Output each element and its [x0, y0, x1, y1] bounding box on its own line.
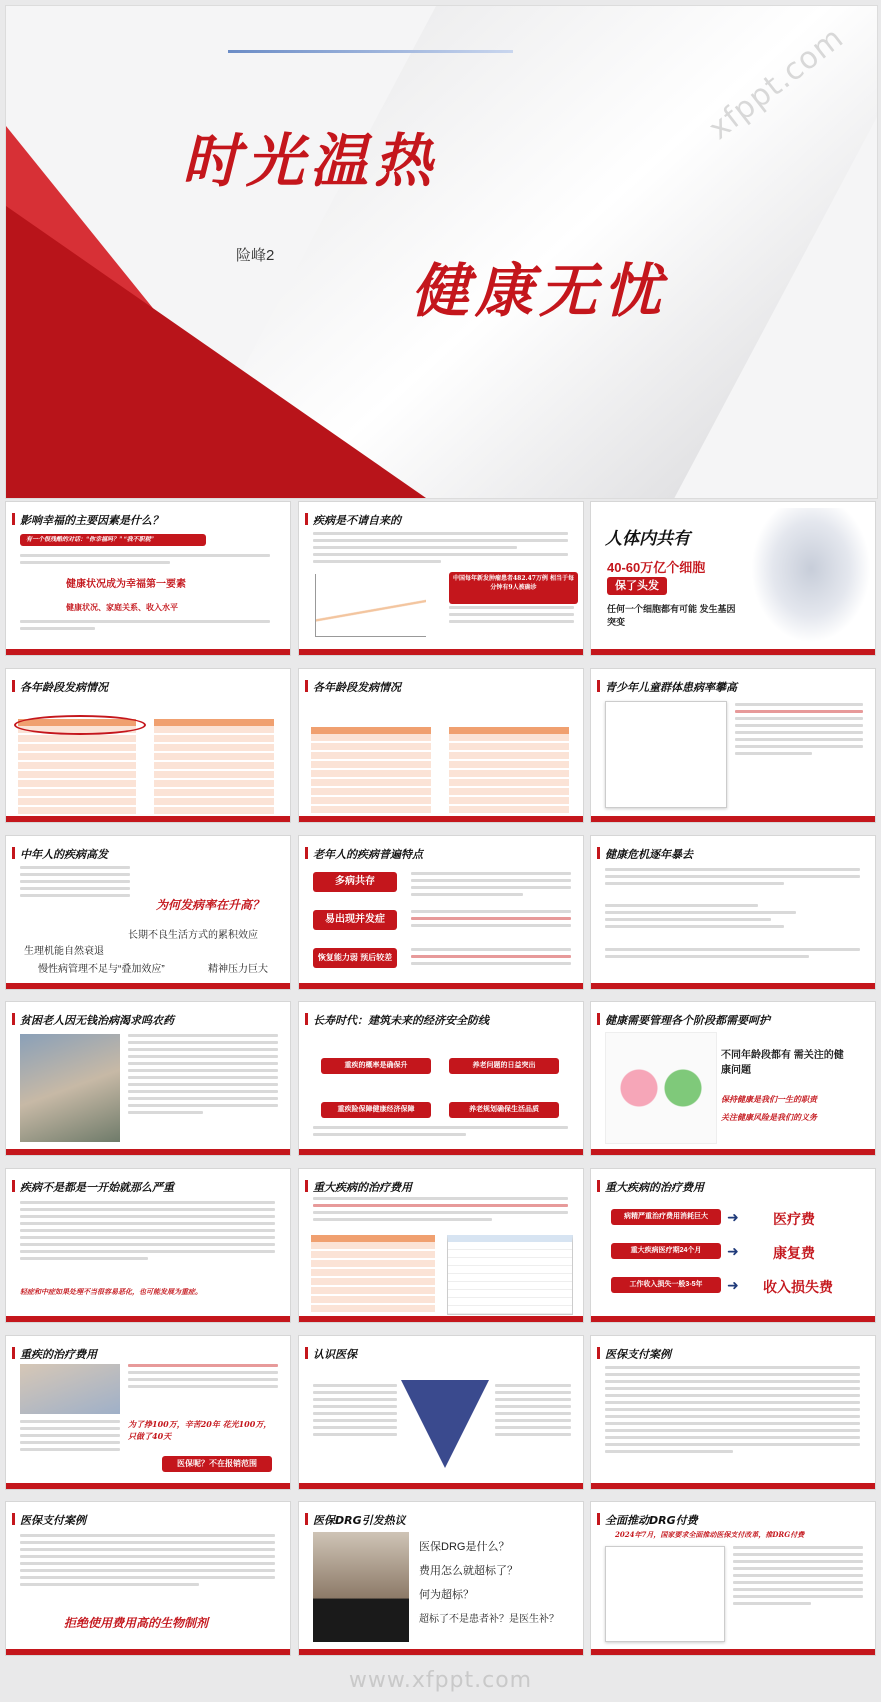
slide-title: 贫困老人因无钱治病渴求呜农药	[20, 1014, 174, 1027]
slide-title: 重大疾病的治疗费用	[605, 1181, 704, 1194]
slide-body	[313, 1197, 568, 1225]
slide-footer-bar	[591, 1316, 875, 1322]
arrow-right-icon: ➜	[727, 1243, 739, 1259]
slide-pill-1: 重疾的概率是确保升	[321, 1058, 431, 1074]
slide-footer-bar	[6, 1149, 290, 1155]
slide-red-text: 轻症和中症如果处理不当很容易恶化，也可能发展为重症。	[20, 1287, 202, 1296]
slide-thumb-02[interactable]	[298, 501, 584, 656]
slide-question-4: 超标了不是患者补？是医生补？	[419, 1614, 559, 1625]
funnel-diagram	[401, 1380, 489, 1468]
slide-title: 老年人的疾病普遍特点	[313, 848, 423, 861]
slide-thumb-15[interactable]	[590, 1168, 876, 1323]
slide-note: 慢性病管理不足与“叠加效应”	[38, 964, 165, 975]
patient-photo	[20, 1364, 120, 1414]
slide-pill-2: 重大疾病医疗期24个月	[611, 1243, 721, 1259]
slide-footer-bar	[299, 1649, 583, 1655]
slide-body	[313, 1126, 568, 1140]
slide-footer-bar	[299, 1483, 583, 1489]
slide-table-left	[311, 727, 431, 814]
slide-thumb-14[interactable]	[298, 1168, 584, 1323]
highlight-ellipse	[14, 715, 146, 735]
slide-thumb-13[interactable]	[5, 1168, 291, 1323]
slide-title: 疾病是不请自来的	[313, 514, 401, 527]
slide-body-3	[411, 948, 571, 969]
slide-footer-bar	[6, 649, 290, 655]
slide-red-text: 40-60万亿个细胞	[607, 560, 706, 575]
slide-thumb-11[interactable]	[298, 1001, 584, 1156]
slide-title: 中年人的疾病高发	[20, 848, 108, 861]
slide-body	[733, 1546, 863, 1609]
slide-thumb-08[interactable]	[298, 835, 584, 990]
slide-line-chart	[315, 574, 426, 637]
cover-title-line1: 时光温热	[182, 127, 439, 195]
slide-footer-bar	[591, 983, 875, 989]
slide-tagline: 关注健康风险是我们的义务	[721, 1112, 817, 1122]
slide-pill-4: 养老规划确保生活品质	[449, 1102, 559, 1118]
slide-footer-bar	[299, 1316, 583, 1322]
slide-red-text: 为何发病率在升高？	[156, 898, 265, 912]
slide-extra: 长期不良生活方式的累积效应	[128, 930, 258, 941]
slide-title: 疾病不是都是一开始就那么严重	[20, 1181, 174, 1194]
slide-red-text: 为了挣100万，辛苦20年 花光100万，只做了40天	[128, 1419, 272, 1441]
slide-footer-bar	[6, 1316, 290, 1322]
slide-thumb-12[interactable]	[590, 1001, 876, 1156]
slide-title: 影响幸福的主要因素是什么？	[20, 514, 163, 527]
slide-thumb-17[interactable]	[298, 1335, 584, 1490]
slide-label-3: 收入损失费	[763, 1279, 833, 1295]
slide-footer-bar	[299, 649, 583, 655]
slide-thumb-01[interactable]	[5, 501, 291, 656]
slide-table-right	[154, 719, 274, 814]
slide-pill-2: 养老问题的日益突出	[449, 1058, 559, 1074]
slide-body	[735, 703, 863, 759]
document-screenshot	[605, 1546, 725, 1642]
slide-title: 认识医保	[313, 1348, 357, 1361]
slide-body	[411, 872, 571, 900]
slide-title: 医保DRG引发热议	[313, 1514, 406, 1527]
slide-footer-bar	[299, 1149, 583, 1155]
slide-table-right	[447, 1235, 573, 1315]
slide-body-2	[128, 1364, 278, 1392]
slide-red-text: 2024年7月，国家要求全面推动医保支付改革，推DRG付费	[615, 1530, 805, 1539]
slide-footer-bar	[591, 816, 875, 822]
slide-title: 全面推动DRG付费	[605, 1514, 698, 1527]
slide-thumb-05[interactable]	[298, 668, 584, 823]
arrow-right-icon: ➜	[727, 1209, 739, 1225]
slide-title: 医保支付案例	[605, 1348, 671, 1361]
slide-table-right	[449, 727, 569, 814]
slide-title: 健康危机逐年暴去	[605, 848, 693, 861]
slide-body-3	[605, 948, 860, 962]
document-screenshot	[605, 701, 727, 808]
cover-blue-line	[228, 50, 513, 53]
slide-footer-bar	[299, 816, 583, 822]
slide-body-2	[495, 1384, 571, 1440]
slide-footer-bar	[591, 1483, 875, 1489]
slide-pill-3: 恢复能力弱 预后较差	[313, 948, 397, 968]
slide-thumb-16[interactable]	[5, 1335, 291, 1490]
slide-body-2	[411, 910, 571, 931]
slide-question-2: 费用怎么就超标了？	[419, 1565, 518, 1577]
slide-footer-bar	[299, 983, 583, 989]
slide-extra: 健康状况、家庭关系、收入水平	[66, 603, 178, 612]
slide-label-1: 医疗费	[773, 1211, 815, 1227]
slide-body	[20, 1201, 275, 1264]
slide-body-2	[20, 620, 270, 634]
slide-pill-2: 易出现并发症	[313, 910, 397, 930]
slide-extra: 保持健康是我们一生的职责	[721, 1094, 817, 1104]
slide-thumb-06[interactable]	[590, 668, 876, 823]
slide-extra: 医保呢？不在报销范围	[162, 1456, 272, 1472]
slide-footer-bar	[6, 983, 290, 989]
slide-body	[313, 1384, 397, 1440]
cover-slide	[5, 5, 878, 499]
slide-tagline: 有一个很残酷的对话：“你幸福吗？” “我不职税”	[20, 534, 206, 546]
slide-title: 青少年儿童群体患病率攀高	[605, 681, 737, 694]
slide-thumb-04[interactable]	[5, 668, 291, 823]
slide-footer-bar	[591, 1649, 875, 1655]
slide-title: 各年龄段发病情况	[20, 681, 108, 694]
slide-red-text: 拒绝使用费用高的生物制剂	[64, 1616, 209, 1630]
age-infographic-image	[605, 1032, 717, 1144]
slide-tagline: 任何一个细胞都有可能 发生基因突变	[607, 604, 736, 627]
slide-body	[313, 532, 568, 567]
cover-title-line2: 健康无忧	[411, 257, 668, 325]
slide-body	[20, 554, 270, 568]
slide-thumb-09[interactable]	[590, 835, 876, 990]
slide-title: 长寿时代：建筑未来的经济安全防线	[313, 1014, 489, 1027]
slide-pill-1: 病精严重治疗费用消耗巨大	[611, 1209, 721, 1225]
slide-question-1: 医保DRG是什么？	[419, 1541, 510, 1553]
slide-red-text: 健康状况成为幸福第一要素	[66, 579, 186, 590]
slide-body	[605, 1366, 860, 1457]
news-photo	[20, 1034, 120, 1142]
slide-thumb-21[interactable]	[590, 1501, 876, 1656]
slide-pill-3: 重疾险保障健康经济保障	[321, 1102, 431, 1118]
slide-title: 人体内共有	[605, 529, 690, 549]
slide-pill-3: 工作收入损失一般3-5年	[611, 1277, 721, 1293]
slide-title: 各年龄段发病情况	[313, 681, 401, 694]
slide-thumb-19[interactable]	[5, 1501, 291, 1656]
slide-red-text: 中国每年新发肿瘤患者482.47万例 相当于每分钟有9人被确诊	[449, 572, 578, 604]
cover-watermark: xfppt.com	[702, 20, 851, 147]
slide-body-2	[605, 904, 860, 932]
slide-body	[128, 1034, 278, 1118]
slide-note-2: 精神压力巨大	[208, 964, 268, 975]
vitruvian-figure-image	[751, 508, 871, 643]
arrow-right-icon: ➜	[727, 1277, 739, 1293]
cover-red-triangle-dark	[6, 206, 426, 498]
slide-footer-bar	[6, 1483, 290, 1489]
slide-tagline: 生理机能自然衰退	[24, 946, 104, 957]
slide-title: 重疾的治疗费用	[20, 1348, 97, 1361]
video-screenshot	[313, 1532, 409, 1642]
slide-title: 健康需要管理各个阶段都需要呵护	[605, 1014, 770, 1027]
slide-pill-1: 多病共存	[313, 872, 397, 892]
slide-body	[20, 866, 130, 901]
slide-table-left	[311, 1235, 435, 1314]
slide-body	[20, 1534, 275, 1590]
slide-red-text: 不同年龄段都有 需关注的健康问题	[721, 1050, 844, 1076]
slide-thumb-20[interactable]	[298, 1501, 584, 1656]
slide-extra: 保了头发	[607, 577, 667, 595]
slide-thumb-18[interactable]	[590, 1335, 876, 1490]
slide-title: 重大疾病的治疗费用	[313, 1181, 412, 1194]
slide-thumb-10[interactable]	[5, 1001, 291, 1156]
slide-footer-bar	[591, 649, 875, 655]
slide-thumb-03[interactable]	[590, 501, 876, 656]
slide-footer-bar	[6, 1649, 290, 1655]
slide-footer-bar	[591, 1149, 875, 1155]
slide-body	[20, 1420, 120, 1455]
slide-title: 医保支付案例	[20, 1514, 86, 1527]
slide-thumb-07[interactable]	[5, 835, 291, 990]
cover-subtitle: 险峰2	[236, 247, 275, 264]
slide-footer-bar	[6, 816, 290, 822]
slide-label-2: 康复费	[773, 1245, 815, 1261]
slide-body	[605, 868, 860, 889]
slide-question-3: 何为超标？	[419, 1589, 474, 1601]
footer-watermark: www.xfppt.com	[348, 1668, 533, 1693]
slide-body-2	[449, 606, 574, 627]
